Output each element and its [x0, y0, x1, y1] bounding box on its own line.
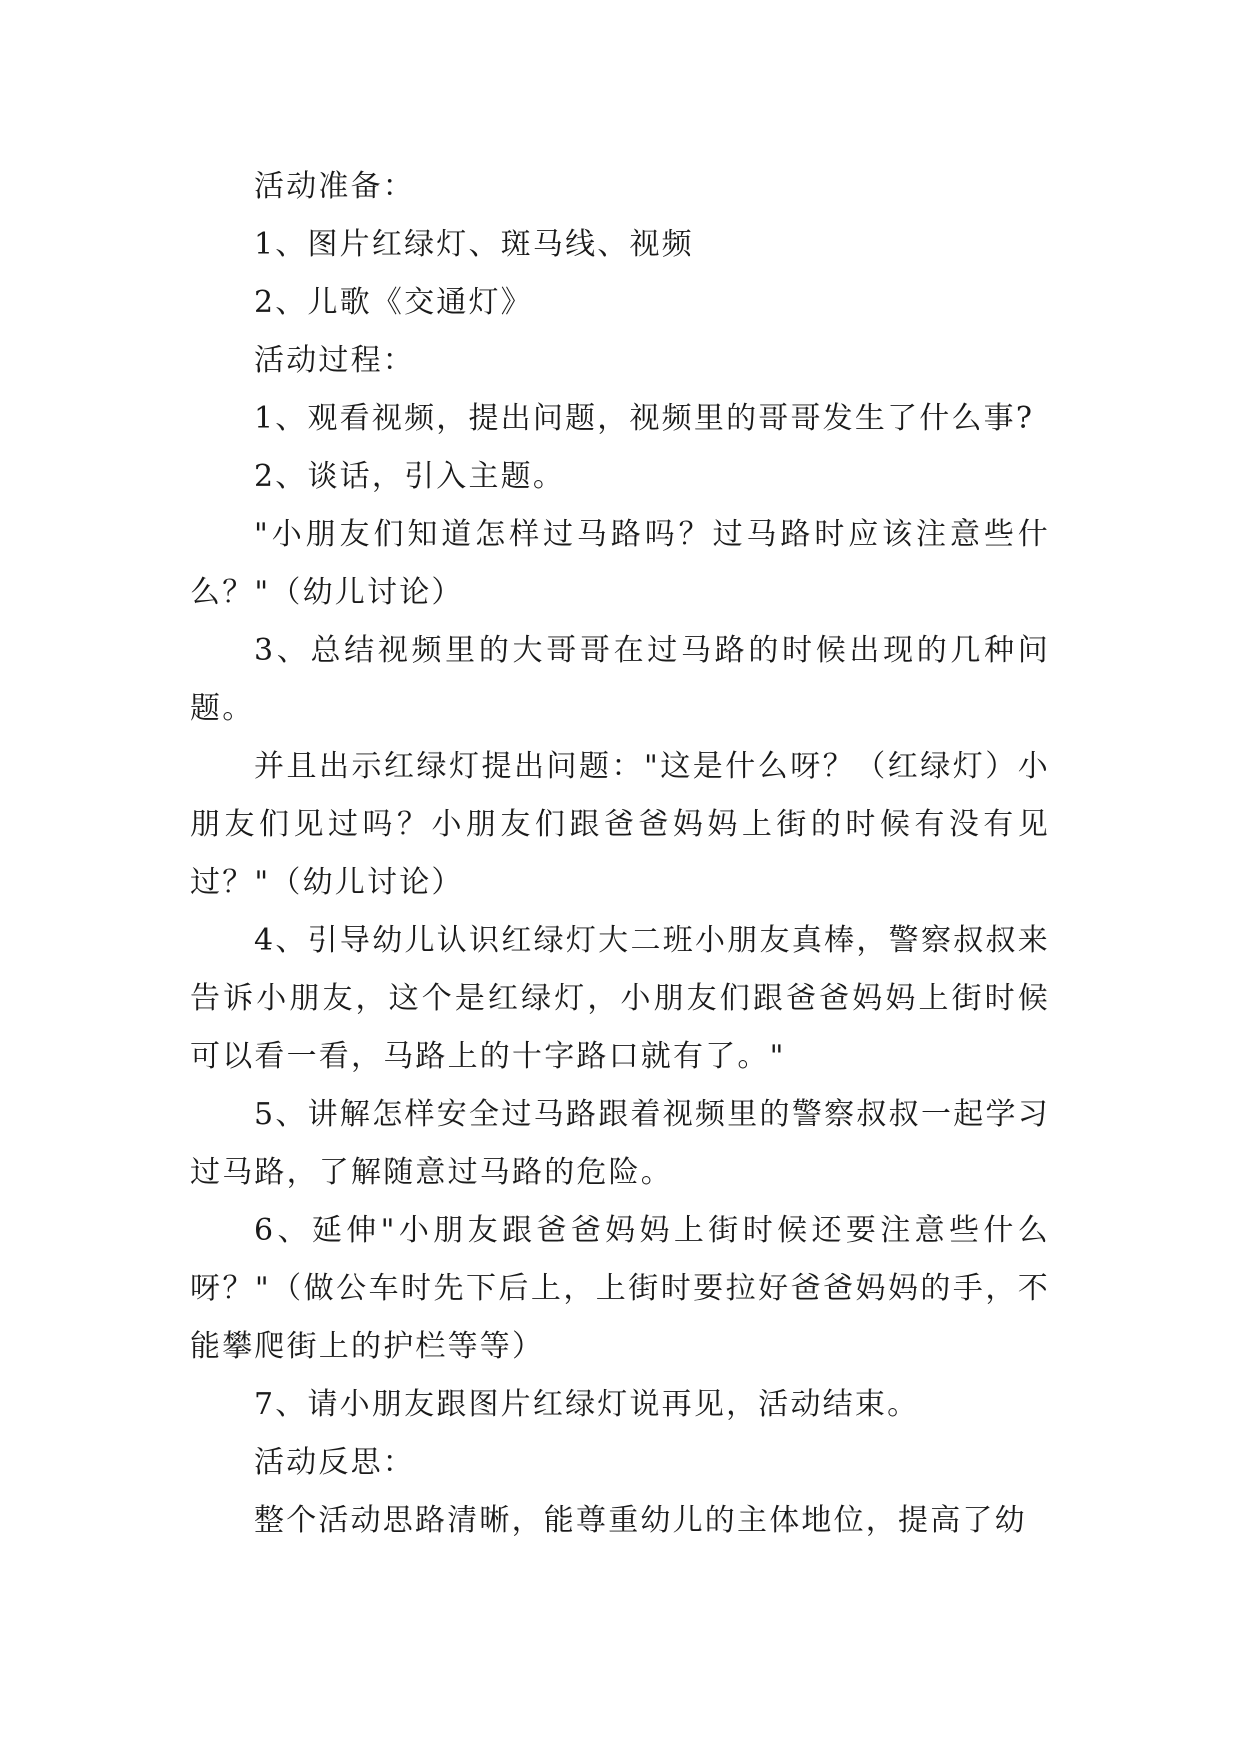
heading-activity-preparation: 活动准备：	[254, 169, 415, 204]
paragraph-discussion-1: "小朋友们知道怎样过马路吗？过马路时应该注意些什么？"（幼儿讨论）	[190, 517, 1050, 610]
list-item-preparation-1: 1、图片红绿灯、斑马线、视频	[254, 227, 694, 262]
list-item-process-3: 3、总结视频里的大哥哥在过马路的时候出现的几种问题。	[190, 633, 1050, 726]
paragraph-reflection: 整个活动思路清晰，能尊重幼儿的主体地位，提高了幼	[254, 1503, 1027, 1538]
heading-activity-process: 活动过程：	[254, 343, 415, 378]
list-item-process-7: 7、请小朋友跟图片红绿灯说再见，活动结束。	[254, 1387, 920, 1422]
list-item-process-2: 2、谈话，引入主题。	[254, 459, 566, 494]
list-item-process-1: 1、观看视频，提出问题，视频里的哥哥发生了什么事?	[254, 401, 1035, 436]
heading-activity-reflection: 活动反思：	[254, 1445, 415, 1480]
list-item-process-4: 4、引导幼儿认识红绿灯大二班小朋友真棒，警察叔叔来告诉小朋友，这个是红绿灯，小朋友们跟爸爸妈妈上街时候可以看一看，马路上的十字路口就有了。"	[190, 923, 1050, 1074]
document-body	[190, 158, 1050, 1550]
list-item-preparation-2: 2、儿歌《交通灯》	[254, 285, 533, 320]
list-item-process-6: 6、延伸"小朋友跟爸爸妈妈上街时候还要注意些什么呀？"（做公车时先下后上，上街时要拉好爸爸妈妈的手，不能攀爬街上的护栏等等）	[190, 1213, 1050, 1364]
list-item-process-5: 5、讲解怎样安全过马路跟着视频里的警察叔叔一起学习过马路，了解随意过马路的危险。	[190, 1097, 1050, 1190]
paragraph-traffic-light-question: 并且出示红绿灯提出问题："这是什么呀？（红绿灯）小朋友们见过吗？小朋友们跟爸爸妈妈上街的时候有没有见过？"（幼儿讨论）	[190, 749, 1050, 900]
